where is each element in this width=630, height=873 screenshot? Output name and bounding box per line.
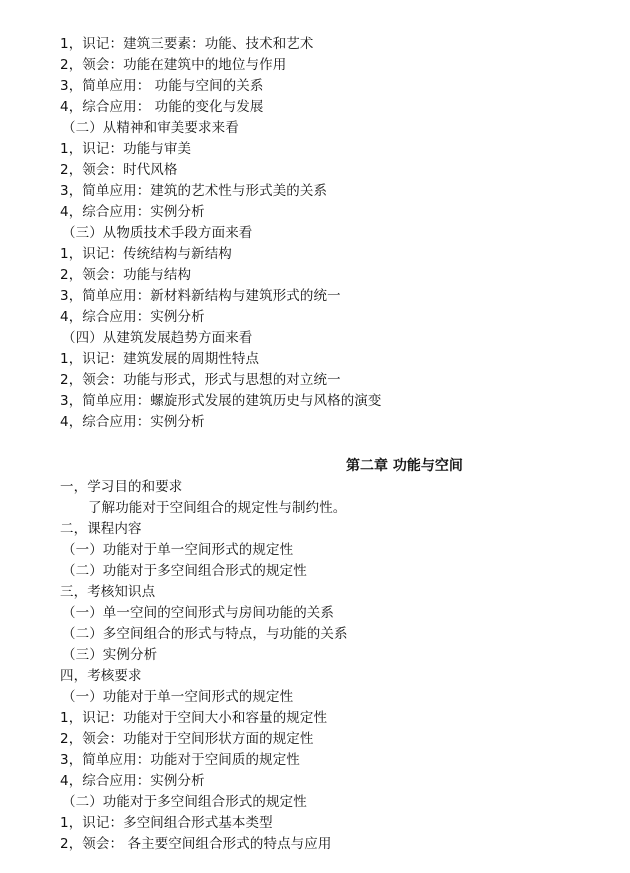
text-line: 2，领会：功能在建筑中的地位与作用 xyxy=(60,57,287,73)
section-subheading: （一）功能对于单一空间形式的规定性 xyxy=(62,689,294,705)
section-subheading: （二）功能对于多空间组合形式的规定性 xyxy=(62,794,307,810)
section-subheading: （二）从精神和审美要求来看 xyxy=(62,120,239,136)
section-heading: 一，学习目的和要求 xyxy=(60,479,183,495)
text-line: 1，识记：功能对于空间大小和容量的规定性 xyxy=(60,710,328,726)
text-line: 1，识记：传统结构与新结构 xyxy=(60,246,232,262)
section-heading: 四，考核要求 xyxy=(60,668,142,684)
text-line: 1，识记：功能与审美 xyxy=(60,141,192,157)
text-line: 2，领会：功能对于空间形状方面的规定性 xyxy=(60,731,314,747)
text-line: 3，简单应用：新材料新结构与建筑形式的统一 xyxy=(60,288,341,304)
text-line: （二）多空间组合的形式与特点，与功能的关系 xyxy=(62,626,348,642)
section-subheading: （四）从建筑发展趋势方面来看 xyxy=(62,330,253,346)
text-line: 3，简单应用：功能对于空间质的规定性 xyxy=(60,752,300,768)
text-line: 4，综合应用：实例分析 xyxy=(60,414,205,430)
text-line: 3，简单应用：建筑的艺术性与形式美的关系 xyxy=(60,183,328,199)
chapter-title: 第二章 功能与空间 xyxy=(346,458,463,474)
text-line: 2，领会：功能与结构 xyxy=(60,267,192,283)
text-line: 4，综合应用：实例分析 xyxy=(60,204,205,220)
text-line: 2，领会：时代风格 xyxy=(60,162,178,178)
text-line: 了解功能对于空间组合的规定性与制约性。 xyxy=(88,500,347,516)
text-line: 2，领会：功能与形式，形式与思想的对立统一 xyxy=(60,372,341,388)
text-line: 4，综合应用： 功能的变化与发展 xyxy=(60,99,264,115)
text-line: 4，综合应用：实例分析 xyxy=(60,773,205,789)
section-subheading: （三）从物质技术手段方面来看 xyxy=(62,225,253,241)
text-line: （二）功能对于多空间组合形式的规定性 xyxy=(62,563,307,579)
text-line: 3，简单应用：螺旋形式发展的建筑历史与风格的演变 xyxy=(60,393,382,409)
text-line: （一）单一空间的空间形式与房间功能的关系 xyxy=(62,605,334,621)
text-line: （三）实例分析 xyxy=(62,647,158,663)
text-line: 2，领会： 各主要空间组合形式的特点与应用 xyxy=(60,836,332,852)
text-line: 3，简单应用： 功能与空间的关系 xyxy=(60,78,264,94)
section-heading: 三，考核知识点 xyxy=(60,584,156,600)
text-line: 1，识记：多空间组合形式基本类型 xyxy=(60,815,273,831)
text-line: 4，综合应用：实例分析 xyxy=(60,309,205,325)
text-line: 1，识记：建筑发展的周期性特点 xyxy=(60,351,260,367)
section-heading: 二，课程内容 xyxy=(60,521,142,537)
text-line: （一）功能对于单一空间形式的规定性 xyxy=(62,542,294,558)
text-line: 1，识记：建筑三要素：功能、技术和艺术 xyxy=(60,36,314,52)
